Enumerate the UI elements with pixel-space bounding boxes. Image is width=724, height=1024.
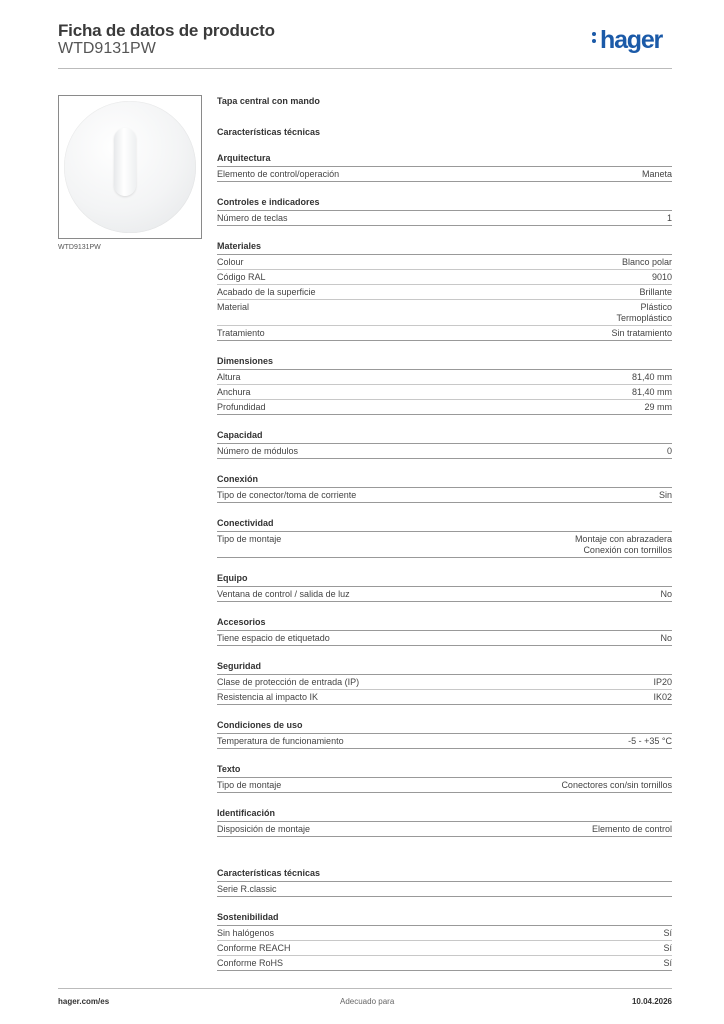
spec-value: Brillante — [639, 287, 672, 297]
spec-row — [217, 370, 672, 385]
spec-row — [217, 400, 672, 415]
section-title: Texto — [217, 749, 672, 778]
section-title: Seguridad — [217, 646, 672, 675]
spec-label: Ventana de control / salida de luz — [217, 589, 350, 599]
spec-label: Tipo de conector/toma de corriente — [217, 490, 357, 500]
image-caption: WTD9131PW — [58, 244, 101, 251]
spec-value: Montaje con abrazadera Conexión con tornillos — [574, 534, 672, 555]
spec-value: Elemento de control — [591, 824, 672, 834]
spec-label: Acabado de la superficie — [217, 287, 316, 297]
footer-date: 10.04.2026 — [631, 997, 672, 1006]
spec-label: Sin halógenos — [217, 928, 275, 938]
spec-row — [217, 587, 672, 602]
spec-value: 1 — [666, 213, 672, 223]
logo-text: hager — [600, 26, 663, 54]
spec-row — [217, 488, 672, 503]
spec-row — [217, 326, 672, 341]
section-title: Accesorios — [217, 602, 672, 631]
spec-row — [217, 444, 672, 459]
spec-value: 81,40 mm — [631, 372, 672, 382]
spec-value: IP20 — [653, 677, 672, 687]
section-title: Capacidad — [217, 415, 672, 444]
spec-sections — [217, 138, 672, 971]
spec-label: Número de módulos — [217, 446, 299, 456]
spec-row — [217, 882, 672, 897]
spec-label: Profundidad — [217, 402, 266, 412]
spec-label: Tiene espacio de etiquetado — [217, 633, 330, 643]
section-title: Identificación — [217, 793, 672, 822]
spec-row — [217, 690, 672, 705]
spec-row — [217, 300, 672, 326]
spec-label: Código RAL — [217, 272, 266, 282]
product-image — [58, 95, 202, 239]
section-title: Materiales — [217, 226, 672, 255]
spec-label: Serie R.classic — [217, 884, 277, 894]
spec-value: Sí — [663, 928, 672, 938]
spec-row — [217, 385, 672, 400]
hager-logo — [592, 28, 662, 53]
spec-row — [217, 255, 672, 270]
spec-value: 9010 — [651, 272, 672, 282]
spec-value: Sin — [658, 490, 672, 500]
spec-row — [217, 941, 672, 956]
spec-label: Colour — [217, 257, 244, 267]
section-title: Arquitectura — [217, 138, 672, 167]
spec-label: Material — [217, 302, 250, 312]
product-reference: WTD9131PW — [58, 40, 156, 57]
spec-label: Resistencia al impacto IK — [217, 692, 319, 702]
footer-divider — [58, 988, 672, 989]
spec-value: No — [660, 589, 672, 599]
spec-label: Anchura — [217, 387, 251, 397]
spec-value: Conectores con/sin tornillos — [561, 780, 672, 790]
spec-row — [217, 631, 672, 646]
spec-value: 81,40 mm — [631, 387, 672, 397]
spec-value: Plástico Termoplástico — [616, 302, 672, 323]
section-title: Equipo — [217, 558, 672, 587]
logo-dots-icon — [592, 29, 598, 46]
spec-row — [217, 167, 672, 182]
section-title: Dimensiones — [217, 341, 672, 370]
spec-row — [217, 778, 672, 793]
spec-value: IK02 — [653, 692, 672, 702]
spec-label: Elemento de control/operación — [217, 169, 340, 179]
section-title: Conexión — [217, 459, 672, 488]
spec-value: -5 - +35 °C — [628, 736, 672, 746]
spec-row — [217, 270, 672, 285]
footer-note: Adecuado para — [340, 997, 395, 1006]
section-title: Controles e indicadores — [217, 182, 672, 211]
spec-row — [217, 532, 672, 558]
spec-value: Sí — [663, 943, 672, 953]
spec-value: No — [660, 633, 672, 643]
spec-value: Blanco polar — [621, 257, 672, 267]
section-title: Características técnicas — [217, 837, 672, 882]
header-divider — [58, 68, 672, 69]
spec-row — [217, 926, 672, 941]
spec-row — [217, 675, 672, 690]
spec-value: Sí — [663, 958, 672, 968]
spec-label: Disposición de montaje — [217, 824, 311, 834]
spec-label: Tipo de montaje — [217, 534, 282, 544]
spec-value: 29 mm — [644, 402, 672, 412]
spec-label: Número de teclas — [217, 213, 288, 223]
spec-row — [217, 956, 672, 971]
spec-content — [217, 95, 672, 971]
spec-label: Temperatura de funcionamiento — [217, 736, 344, 746]
spec-label: Conforme RoHS — [217, 958, 284, 968]
spec-row — [217, 285, 672, 300]
product-description: Tapa central con mando — [217, 96, 320, 106]
spec-label: Tratamiento — [217, 328, 265, 338]
section-title: Condiciones de uso — [217, 705, 672, 734]
spec-value: Maneta — [641, 169, 672, 179]
spec-label: Altura — [217, 372, 241, 382]
rotary-knob — [114, 128, 136, 196]
spec-label: Conforme REACH — [217, 943, 291, 953]
spec-row — [217, 211, 672, 226]
section-title: Conectividad — [217, 503, 672, 532]
spec-value: Sin tratamiento — [611, 328, 672, 338]
spec-label: Clase de protección de entrada (IP) — [217, 677, 360, 687]
spec-row — [217, 822, 672, 837]
spec-row — [217, 734, 672, 749]
spec-label: Tipo de montaje — [217, 780, 282, 790]
spec-value: 0 — [666, 446, 672, 456]
section-title: Sostenibilidad — [217, 897, 672, 926]
tech-characteristics-heading: Características técnicas — [217, 127, 321, 137]
page-title: Ficha de datos de producto — [58, 21, 275, 40]
footer-website: hager.com/es — [58, 997, 110, 1006]
